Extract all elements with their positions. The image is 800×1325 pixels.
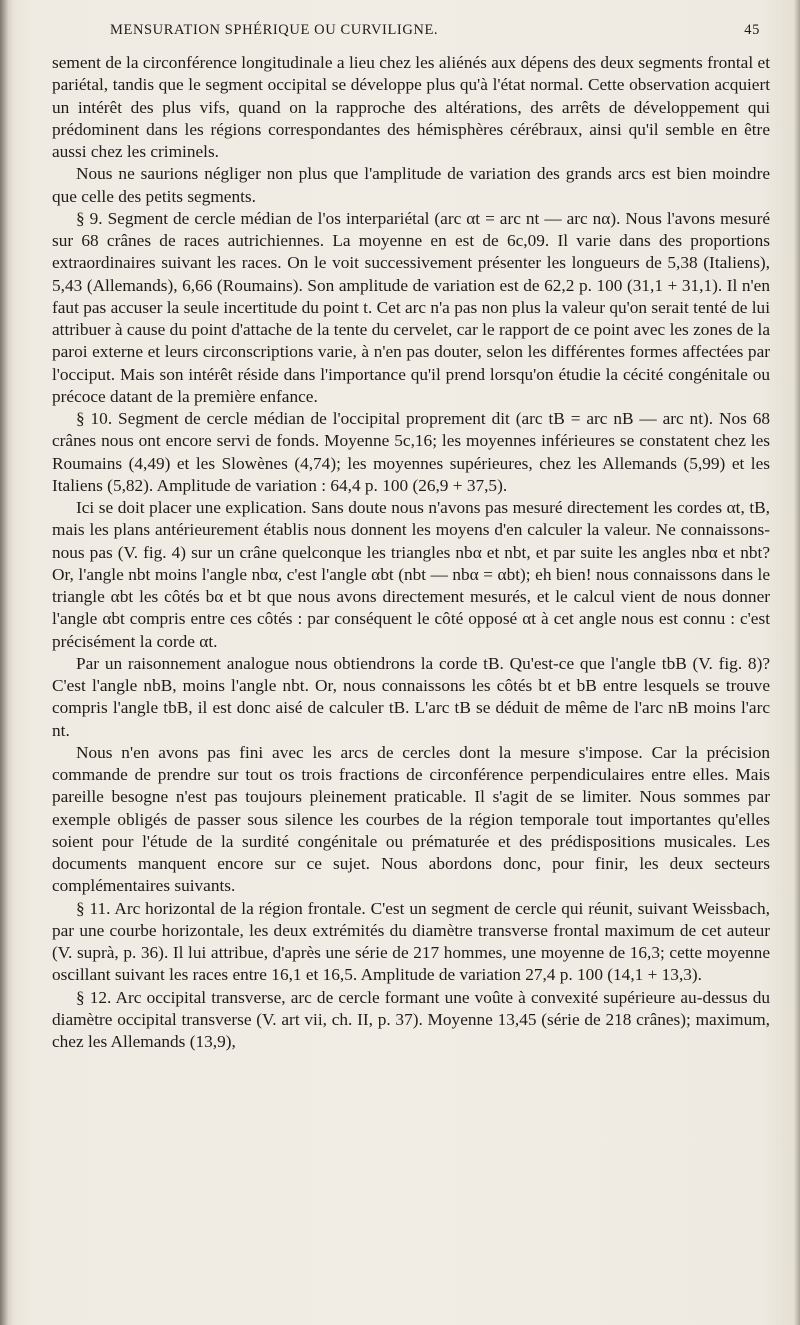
paragraph-1: sement de la circonférence longitudinale a lieu chez les aliénés aux dépens des deux segments frontal et pariétal, tandis que le segment occipital se développe plus qu'à l'état normal. Cette observation acquiert un intérêt des plus vifs, quand on la rapproche des altérations, des arrêts de développement qui prédominent dans les régions correspondantes des hémisphères cérébraux, ainsi qu'il semble en être aussi chez les criminels. — [52, 53, 770, 161]
paragraph-raisonnement: Par un raisonnement analogue nous obtiendrons la corde tB. Qu'est-ce que l'angle tbB (V. fig. 8)? C'est l'angle nbB, moins l'angle nbt. Or, nous connaissons les côtés bt et bB entre lesquels se trouve compris l'angle tbB, il est donc aisé de calculer tB. L'arc tB se déduit de même de l'arc nB moins l'arc nt. — [52, 653, 770, 740]
running-header — [60, 22, 760, 46]
page-number: 45 — [744, 22, 760, 38]
paragraph-2: Nous ne saurions négliger non plus que l'amplitude de variation des grands arcs est bien moindre que celle des petits segments. — [52, 164, 770, 206]
page-edge-shadow — [794, 0, 800, 1325]
paragraph-section-11: § 11. Arc horizontal de la région frontale. C'est un segment de cercle qui réunit, suivant Weissbach, par une courbe horizontale, les deux extrémités du diamètre transverse frontal maximum de cet auteur (V. suprà, p. 36). Il lui attribue, d'après une série de 217 hommes, une moyenne de 16,3; cette moyenne oscillant suivant les races entre 16,1 et 16,5. Amplitude de variation 27,4 p. 100 (14,1 + 13,3). — [52, 898, 770, 985]
body-text — [52, 52, 770, 1053]
paragraph-section-10: § 10. Segment de cercle médian de l'occipital proprement dit (arc tB = arc nB — arc nt). Nos 68 crânes nous ont encore servi de fonds. Moyenne 5c,16; les moyennes inférieures se constatent chez les Roumains (4,49) et les Slowènes (4,74); les moyennes supérieures, chez les Allemands (5,99) et les Italiens (5,82). Amplitude de variation : 64,4 p. 100 (26,9 + 37,5). — [52, 409, 770, 495]
paragraph-arcs: Nous n'en avons pas fini avec les arcs de cercles dont la mesure s'impose. Car la précision commande de prendre sur tout os trois fractions de circonférence perpendiculaires entre elles. Mais pareille besogne n'est pas toujours pleinement praticable. Il s'agit de se limiter. Nous sommes par exemple obligés de passer sous silence les courbes de la région temporale tout importantes qu'elles soient pour l'étude de la surdité congénitale ou prématurée et des prédispositions musicales. Les documents manquent encore sur ce sujet. Nous abordons donc, pour finir, les deux secteurs complémentaires suivants. — [52, 742, 770, 896]
running-title: MENSURATION SPHÉRIQUE OU CURVILIGNE. — [110, 22, 439, 38]
binding-gutter-shadow — [0, 0, 14, 1325]
paragraph-section-9: § 9. Segment de cercle médian de l'os interpariétal (arc αt = arc nt — arc nα). Nous l'avons mesuré sur 68 crânes de races autrichiennes. La moyenne en est de 6c,09. Il varie dans des proportions extraordinaires suivant les races. On le voit successivement présenter les longueurs de 5,38 (Italiens), 5,43 (Allemands), 6,66 (Roumains). Son amplitude de variation est de 62,2 p. 100 (31,1 + 31,1). Il n'en faut pas accuser la seule incertitude du point t. Cet arc n'a pas non plus la valeur qu'on serait tenté de lui attribuer à cause du point d'attache de la tente du cervelet, car le rapport de ce point avec les zones de la paroi externe et leurs circonscriptions varie, à n'en pas douter, selon les différentes formes affectées par l'occiput. Mais son intérêt réside dans l'importance qu'il prend lorsqu'on étudie la cécité congénitale ou précoce datant de la première enfance. — [52, 208, 770, 406]
paragraph-explication: Ici se doit placer une explication. Sans doute nous n'avons pas mesuré directement les cordes αt, tB, mais les plans antérieurement établis nous donnent les moyens d'en calculer la valeur. Ne connaissons-nous pas (V. fig. 4) sur un crâne quelconque les triangles nbα et nbt, et par suite les angles nbα et nbt? Or, l'angle nbt moins l'angle nbα, c'est l'angle αbt (nbt — nbα = αbt); eh bien! nous connaissons dans le triangle αbt les côtés bα et bt que nous avons directement mesurés, et le calcul vient de nous donner l'angle αbt compris entre ces côtés : par conséquent le côté opposé αt à cet angle nous est connu : c'est précisément la corde αt. — [52, 498, 770, 651]
paragraph-section-12: § 12. Arc occipital transverse, arc de cercle formant une voûte à convexité supérieure au-dessus du diamètre occipital transverse (V. art vii, ch. II, p. 37). Moyenne 13,45 (série de 218 crânes); maximum, chez les Allemands (13,9), — [52, 987, 770, 1051]
